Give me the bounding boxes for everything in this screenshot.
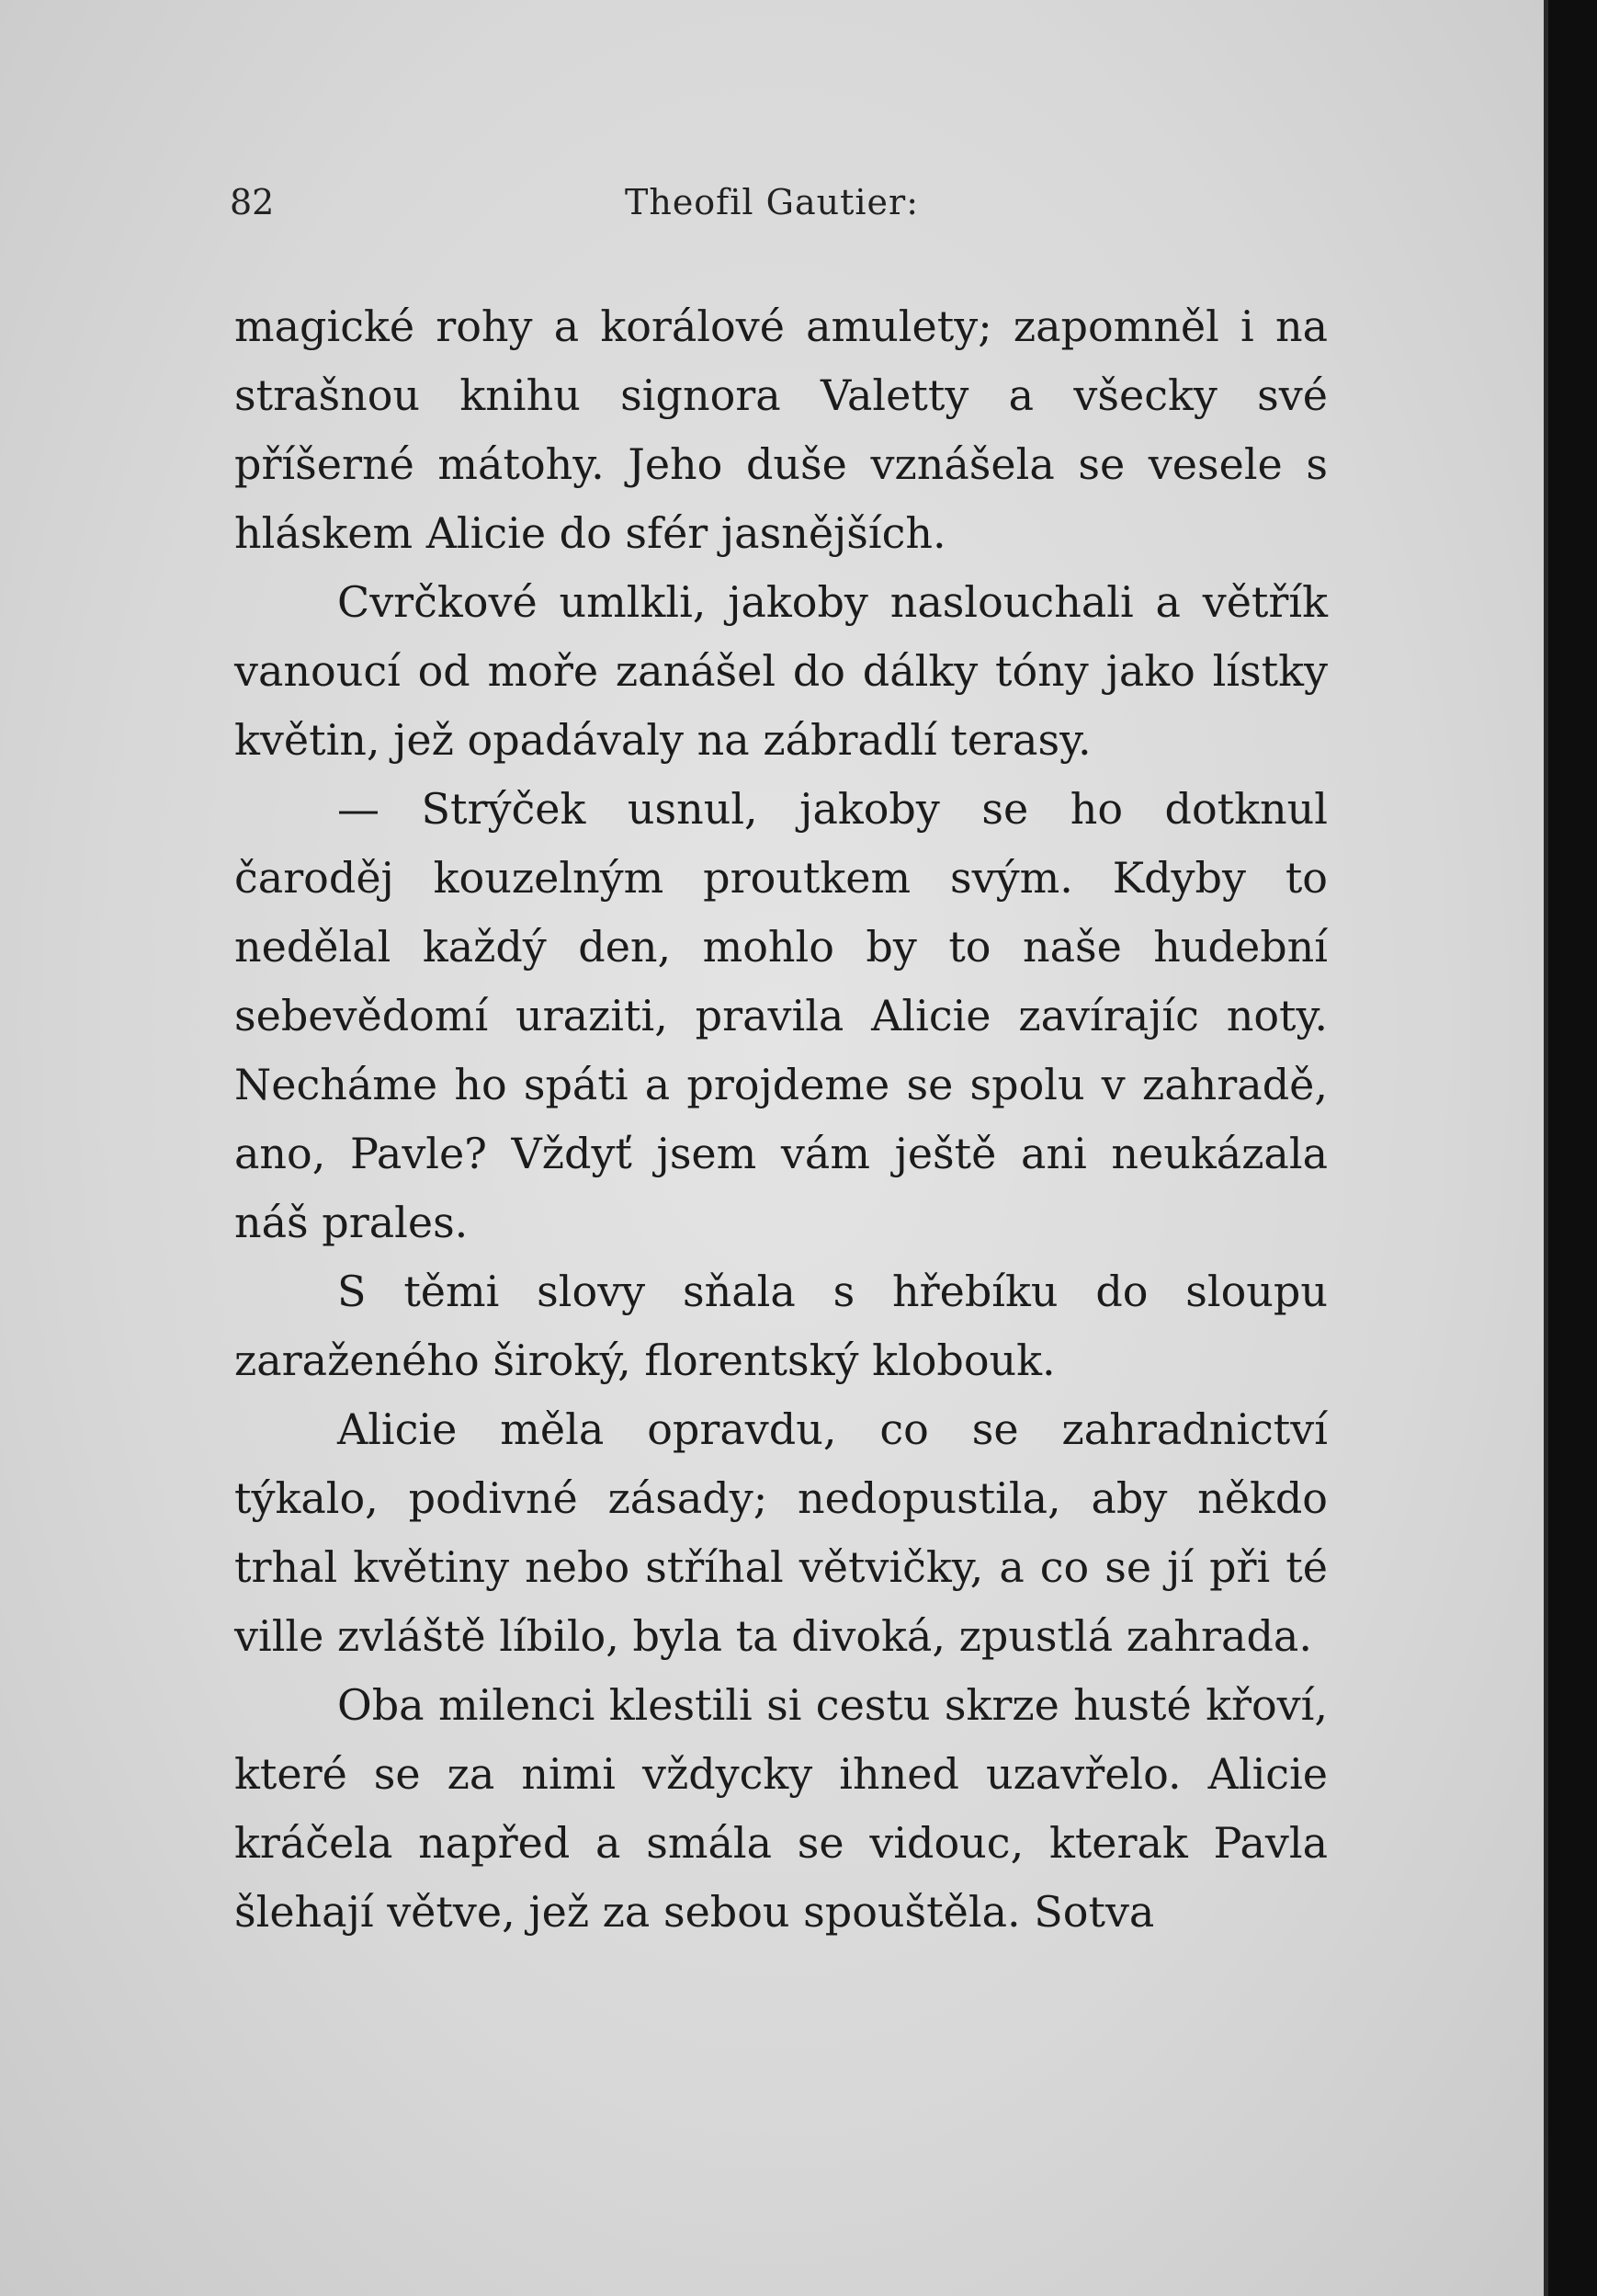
- running-title: Theofil Gautier:: [625, 182, 919, 222]
- body-text: [234, 292, 1328, 1947]
- scan-border: [1548, 0, 1597, 2296]
- paragraph: Alicie měla opravdu, co se zahradnictví týkalo, podivné zásady; nedopustila, aby někdo trhal květiny nebo stříhal větvičky, a co se jí při té ville zvláště líbilo, byla ta divoká, zpustlá zahrada.: [234, 1404, 1328, 1661]
- paragraph: S těmi slovy sňala s hřebíku do sloupu zaraženého široký, florentský klobouk.: [234, 1267, 1328, 1385]
- paragraph: Cvrčkové umlkli, jakoby naslouchali a větřík vanoucí od moře zanášel do dálky tóny jako lístky květin, jež opadávaly na zábradlí terasy.: [234, 577, 1328, 765]
- page-number: 82: [230, 182, 275, 222]
- running-head: [230, 182, 1323, 228]
- paragraph: — Strýček usnul, jakoby se ho dotknul čaroděj kouzelným proutkem svým. Kdyby to nedělal každý den, mohlo by to naše hudební sebevědomí uraziti, pravila Alicie zavírajíc noty. Necháme ho spáti a projdeme se spolu v zahradě, ano, Pavle? Vždyť jsem vám ještě ani neukázala náš prales.: [234, 784, 1328, 1247]
- paragraph-continuation: magické rohy a korálové amulety; zapomněl i na strašnou knihu signora Valetty a všecky své příšerné mátohy. Jeho duše vznášela se vesele s hláskem Alicie do sfér jasnějších.: [234, 301, 1328, 558]
- paragraph: Oba milenci klestili si cestu skrze husté křoví, které se za nimi vždycky ihned uzavřelo. Alicie kráčela napřed a smála se vidouc, kterak Pavla šlehají větve, jež za sebou spouštěla. Sotva: [234, 1680, 1328, 1937]
